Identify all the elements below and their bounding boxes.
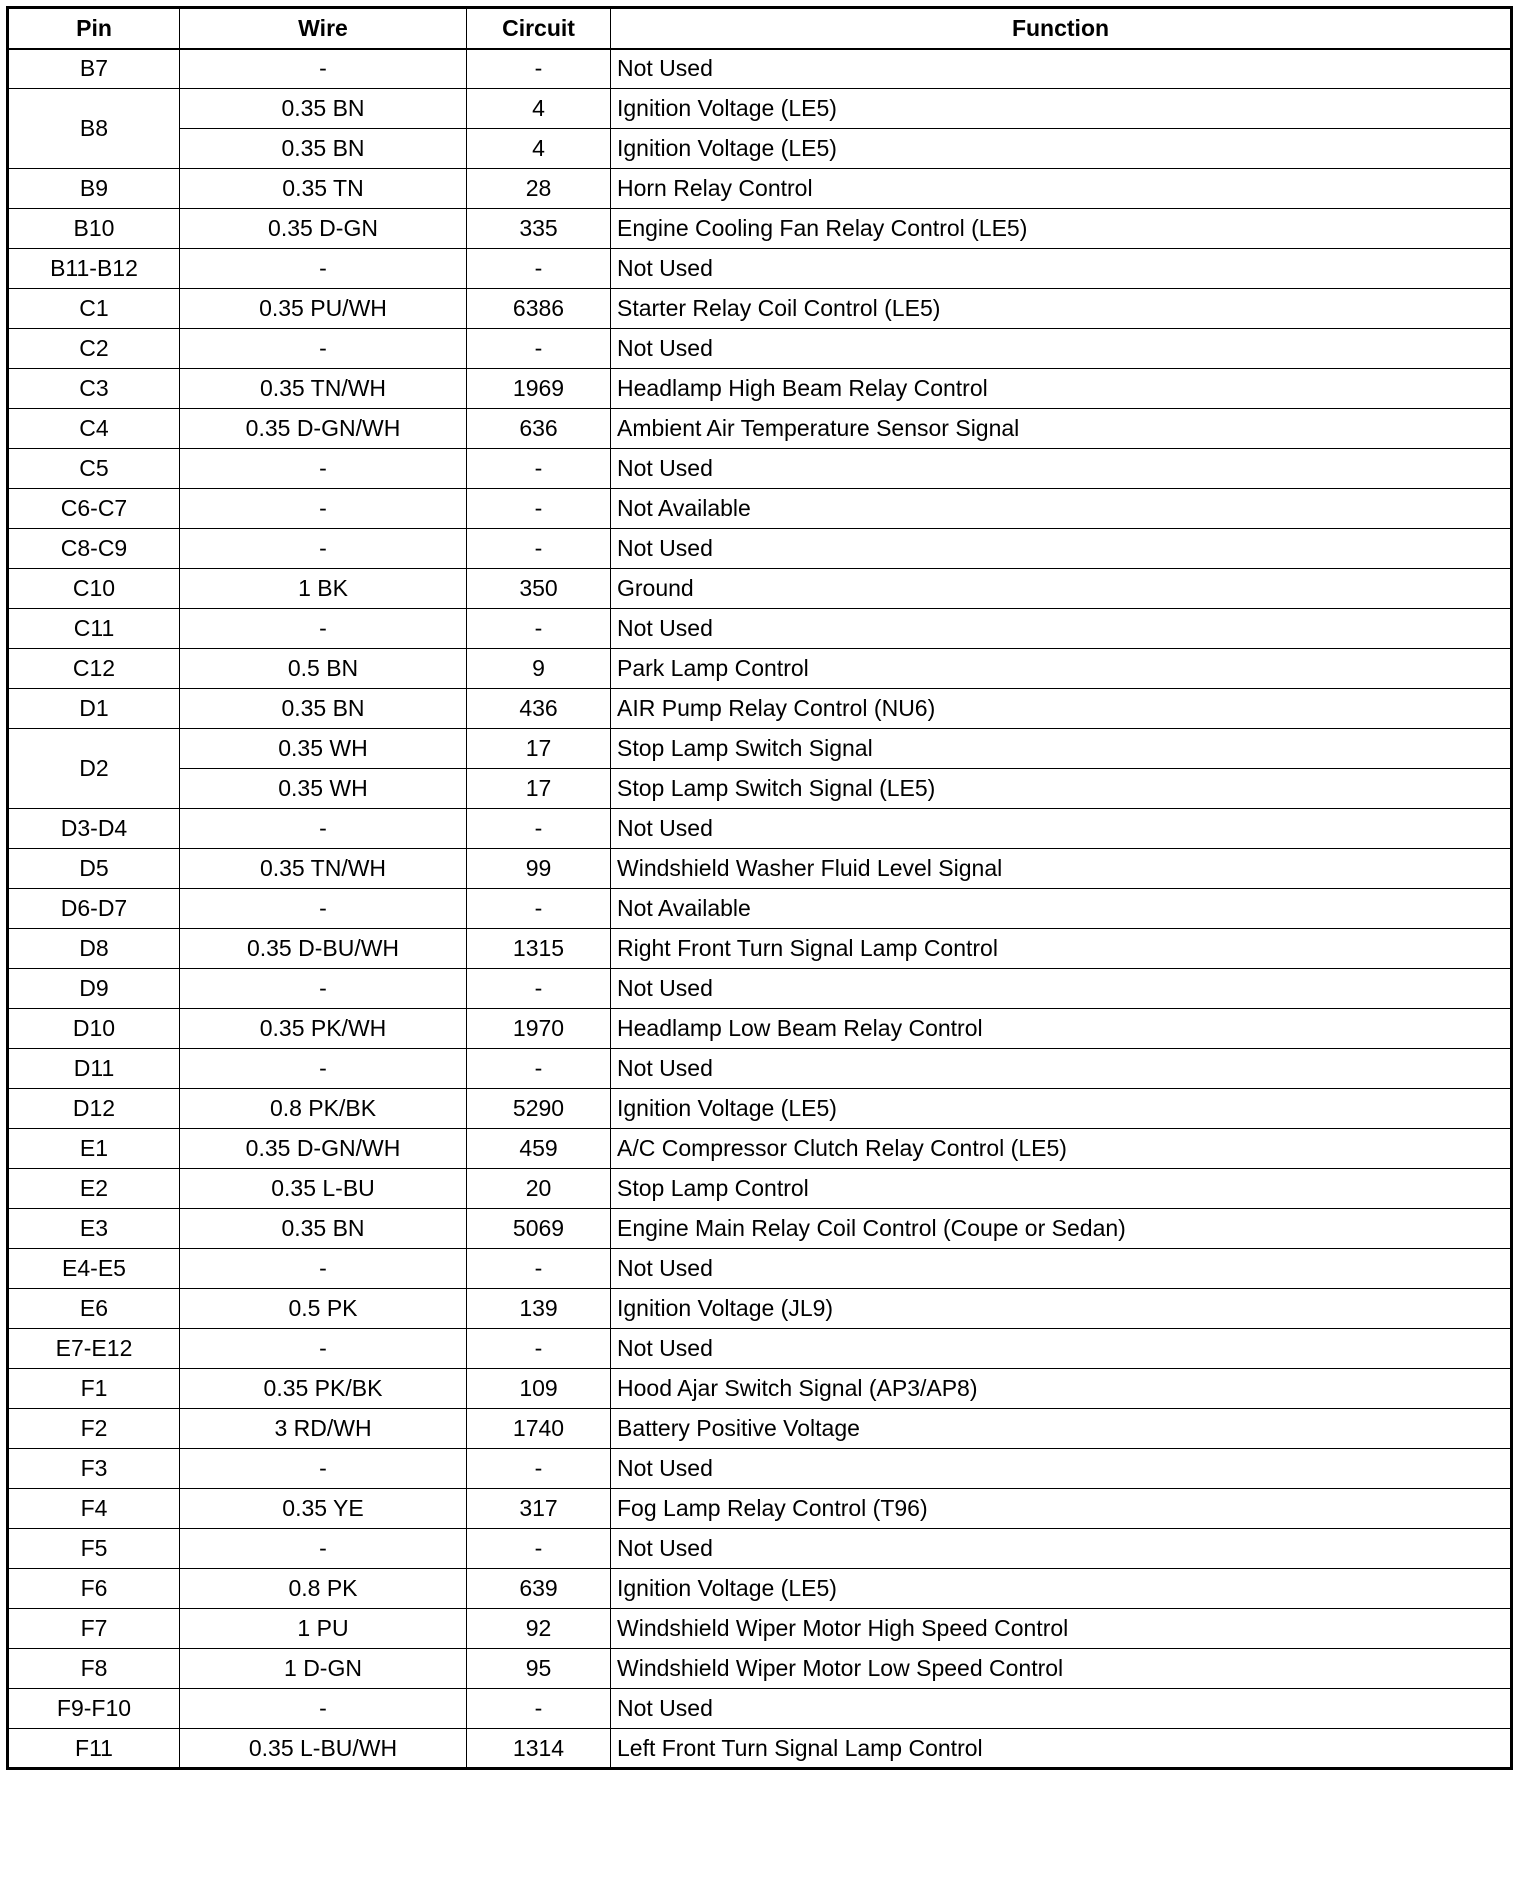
cell-function: Ground [611,569,1512,609]
cell-function: AIR Pump Relay Control (NU6) [611,689,1512,729]
cell-wire: - [180,449,467,489]
table-row [8,209,1512,249]
cell-circuit: - [467,809,611,849]
table-row [8,1689,1512,1729]
cell-wire: 0.35 D-BU/WH [180,929,467,969]
cell-function: Ignition Voltage (LE5) [611,1089,1512,1129]
table-row [8,569,1512,609]
cell-function: Ignition Voltage (LE5) [611,129,1512,169]
cell-circuit: - [467,1049,611,1089]
cell-circuit: - [467,329,611,369]
cell-function: Not Used [611,609,1512,649]
cell-circuit: - [467,1329,611,1369]
cell-pin: D10 [8,1009,180,1049]
cell-function: Windshield Washer Fluid Level Signal [611,849,1512,889]
table-row [8,969,1512,1009]
cell-pin: F4 [8,1489,180,1529]
table-row [8,89,1512,129]
cell-circuit: 1740 [467,1409,611,1449]
cell-pin: E2 [8,1169,180,1209]
cell-function: Not Available [611,889,1512,929]
cell-pin: E6 [8,1289,180,1329]
cell-wire: - [180,809,467,849]
header-circuit: Circuit [467,8,611,49]
cell-circuit: - [467,609,611,649]
table-row [8,1369,1512,1409]
table-row [8,1649,1512,1689]
cell-wire: 0.35 PK/WH [180,1009,467,1049]
cell-pin: B11-B12 [8,249,180,289]
table-row [8,1169,1512,1209]
cell-pin: F8 [8,1649,180,1689]
cell-circuit: 350 [467,569,611,609]
header-function: Function [611,8,1512,49]
cell-function: Not Used [611,49,1512,89]
cell-function: Not Used [611,969,1512,1009]
cell-function: Not Used [611,1689,1512,1729]
table-row [8,329,1512,369]
cell-pin: B7 [8,49,180,89]
cell-wire: - [180,1049,467,1089]
cell-function: Headlamp High Beam Relay Control [611,369,1512,409]
cell-circuit: 436 [467,689,611,729]
cell-pin: E4-E5 [8,1249,180,1289]
cell-circuit: 4 [467,89,611,129]
table-row [8,1049,1512,1089]
cell-circuit: - [467,1689,611,1729]
table-row [8,1409,1512,1449]
table-row [8,409,1512,449]
cell-wire: 0.35 L-BU [180,1169,467,1209]
cell-function: Stop Lamp Control [611,1169,1512,1209]
cell-function: Not Used [611,809,1512,849]
cell-circuit: - [467,249,611,289]
cell-function: Ambient Air Temperature Sensor Signal [611,409,1512,449]
cell-wire: 0.35 WH [180,769,467,809]
cell-pin: F6 [8,1569,180,1609]
cell-wire: - [180,609,467,649]
cell-pin: C5 [8,449,180,489]
pin-function-table [6,6,1513,1770]
cell-circuit: 1315 [467,929,611,969]
table-header [8,8,1512,49]
table-row [8,1209,1512,1249]
cell-pin: C2 [8,329,180,369]
cell-circuit: 139 [467,1289,611,1329]
cell-wire: 0.35 BN [180,129,467,169]
cell-function: Not Used [611,1529,1512,1569]
cell-pin: D12 [8,1089,180,1129]
cell-circuit: - [467,529,611,569]
cell-circuit: 99 [467,849,611,889]
cell-circuit: - [467,1249,611,1289]
cell-pin: C11 [8,609,180,649]
cell-pin: C3 [8,369,180,409]
cell-circuit: 5290 [467,1089,611,1129]
cell-pin: F9-F10 [8,1689,180,1729]
cell-function: Fog Lamp Relay Control (T96) [611,1489,1512,1529]
cell-function: A/C Compressor Clutch Relay Control (LE5) [611,1129,1512,1169]
cell-pin: E7-E12 [8,1329,180,1369]
table-row [8,769,1512,809]
table-row [8,1569,1512,1609]
table-row [8,249,1512,289]
table-row [8,1729,1512,1769]
cell-pin: C8-C9 [8,529,180,569]
header-pin: Pin [8,8,180,49]
cell-function: Left Front Turn Signal Lamp Control [611,1729,1512,1769]
cell-function: Ignition Voltage (LE5) [611,89,1512,129]
cell-pin: D5 [8,849,180,889]
cell-wire: - [180,1449,467,1489]
cell-circuit: 335 [467,209,611,249]
cell-circuit: 95 [467,1649,611,1689]
cell-circuit: - [467,489,611,529]
cell-wire: 0.35 PU/WH [180,289,467,329]
cell-function: Stop Lamp Switch Signal [611,729,1512,769]
cell-wire: - [180,1529,467,1569]
cell-wire: - [180,249,467,289]
cell-circuit: 4 [467,129,611,169]
table-row [8,689,1512,729]
table-row [8,369,1512,409]
cell-pin: C10 [8,569,180,609]
table-row [8,649,1512,689]
table-row [8,1289,1512,1329]
cell-pin: D11 [8,1049,180,1089]
cell-wire: - [180,969,467,1009]
cell-wire: 0.35 BN [180,1209,467,1249]
cell-wire: 0.35 TN/WH [180,849,467,889]
table-row [8,1329,1512,1369]
table-row [8,489,1512,529]
cell-circuit: 9 [467,649,611,689]
cell-function: Not Used [611,449,1512,489]
cell-pin: F5 [8,1529,180,1569]
cell-function: Not Used [611,249,1512,289]
cell-wire: 0.5 BN [180,649,467,689]
cell-pin: E3 [8,1209,180,1249]
cell-wire: 1 PU [180,1609,467,1649]
table-row [8,729,1512,769]
cell-wire: 1 D-GN [180,1649,467,1689]
cell-circuit: 459 [467,1129,611,1169]
cell-circuit: 5069 [467,1209,611,1249]
cell-wire: 3 RD/WH [180,1409,467,1449]
table-row [8,1249,1512,1289]
cell-pin: F7 [8,1609,180,1649]
cell-wire: 0.35 TN/WH [180,369,467,409]
table-row [8,1009,1512,1049]
cell-wire: - [180,1689,467,1729]
cell-pin: D1 [8,689,180,729]
cell-wire: 0.35 BN [180,689,467,729]
cell-wire: 0.35 D-GN/WH [180,1129,467,1169]
cell-circuit: 1970 [467,1009,611,1049]
cell-wire: 0.35 L-BU/WH [180,1729,467,1769]
table-row [8,1129,1512,1169]
table-row [8,169,1512,209]
cell-circuit: - [467,969,611,1009]
table-row [8,809,1512,849]
cell-function: Engine Main Relay Coil Control (Coupe or Sedan) [611,1209,1512,1249]
table-row [8,1529,1512,1569]
cell-wire: 0.8 PK [180,1569,467,1609]
cell-function: Windshield Wiper Motor Low Speed Control [611,1649,1512,1689]
cell-wire: 0.35 YE [180,1489,467,1529]
cell-function: Right Front Turn Signal Lamp Control [611,929,1512,969]
cell-function: Not Used [611,329,1512,369]
cell-pin: F1 [8,1369,180,1409]
cell-pin: C12 [8,649,180,689]
cell-wire: 0.5 PK [180,1289,467,1329]
cell-circuit: - [467,49,611,89]
cell-pin: D3-D4 [8,809,180,849]
cell-pin: B10 [8,209,180,249]
cell-pin: B8 [8,89,180,169]
cell-circuit: 1969 [467,369,611,409]
cell-function: Starter Relay Coil Control (LE5) [611,289,1512,329]
table-row [8,529,1512,569]
cell-wire: - [180,1329,467,1369]
cell-circuit: 20 [467,1169,611,1209]
cell-wire: - [180,1249,467,1289]
cell-function: Headlamp Low Beam Relay Control [611,1009,1512,1049]
header-wire: Wire [180,8,467,49]
table-row [8,849,1512,889]
cell-function: Not Used [611,1329,1512,1369]
cell-function: Windshield Wiper Motor High Speed Control [611,1609,1512,1649]
cell-pin: D2 [8,729,180,809]
cell-circuit: 17 [467,769,611,809]
cell-circuit: 28 [467,169,611,209]
table-row [8,1609,1512,1649]
cell-wire: 0.35 TN [180,169,467,209]
cell-wire: - [180,49,467,89]
cell-function: Not Available [611,489,1512,529]
cell-wire: 0.35 PK/BK [180,1369,467,1409]
cell-circuit: - [467,1529,611,1569]
cell-wire: 0.35 WH [180,729,467,769]
table-row [8,1449,1512,1489]
table-row [8,929,1512,969]
table-body [8,49,1512,1769]
table-row [8,1489,1512,1529]
cell-wire: - [180,889,467,929]
cell-function: Stop Lamp Switch Signal (LE5) [611,769,1512,809]
cell-wire: 0.35 D-GN [180,209,467,249]
cell-circuit: 6386 [467,289,611,329]
cell-circuit: - [467,1449,611,1489]
cell-pin: D9 [8,969,180,1009]
cell-circuit: 17 [467,729,611,769]
cell-circuit: 636 [467,409,611,449]
cell-circuit: 317 [467,1489,611,1529]
cell-pin: F11 [8,1729,180,1769]
cell-pin: D8 [8,929,180,969]
cell-circuit: 639 [467,1569,611,1609]
cell-function: Not Used [611,1449,1512,1489]
cell-circuit: 92 [467,1609,611,1649]
table-row [8,289,1512,329]
cell-wire: 0.35 BN [180,89,467,129]
cell-function: Not Used [611,1249,1512,1289]
cell-function: Hood Ajar Switch Signal (AP3/AP8) [611,1369,1512,1409]
cell-pin: C6-C7 [8,489,180,529]
table-row [8,129,1512,169]
cell-pin: B9 [8,169,180,209]
cell-pin: F2 [8,1409,180,1449]
header-row [8,8,1512,49]
cell-circuit: - [467,889,611,929]
table-row [8,889,1512,929]
table-row [8,49,1512,89]
cell-function: Engine Cooling Fan Relay Control (LE5) [611,209,1512,249]
cell-function: Battery Positive Voltage [611,1409,1512,1449]
cell-wire: - [180,329,467,369]
cell-pin: C1 [8,289,180,329]
cell-pin: E1 [8,1129,180,1169]
cell-pin: C4 [8,409,180,449]
cell-wire: 0.35 D-GN/WH [180,409,467,449]
cell-function: Not Used [611,1049,1512,1089]
cell-circuit: 109 [467,1369,611,1409]
cell-pin: D6-D7 [8,889,180,929]
cell-wire: 1 BK [180,569,467,609]
cell-wire: - [180,529,467,569]
cell-circuit: 1314 [467,1729,611,1769]
cell-function: Not Used [611,529,1512,569]
table-row [8,1089,1512,1129]
cell-wire: 0.8 PK/BK [180,1089,467,1129]
cell-function: Ignition Voltage (LE5) [611,1569,1512,1609]
table-row [8,609,1512,649]
cell-circuit: - [467,449,611,489]
cell-function: Horn Relay Control [611,169,1512,209]
table-row [8,449,1512,489]
cell-function: Park Lamp Control [611,649,1512,689]
cell-function: Ignition Voltage (JL9) [611,1289,1512,1329]
cell-wire: - [180,489,467,529]
cell-pin: F3 [8,1449,180,1489]
